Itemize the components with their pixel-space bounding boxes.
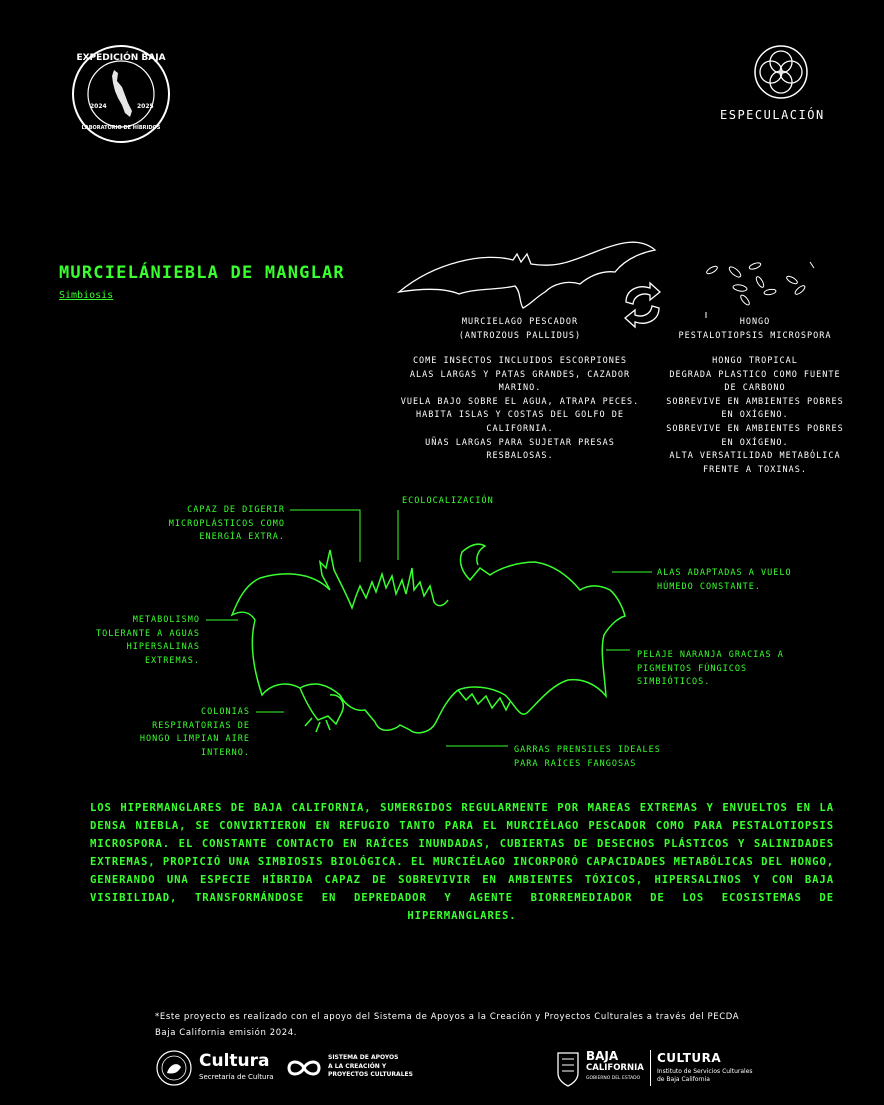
source-b-desc-line: EN OXÍGENO. <box>721 410 789 421</box>
badge-bottom-text: LABORATORIO DE HÍBRIDOS <box>81 125 161 131</box>
source-b-desc-line: SOBREVIVE EN AMBIENTES POBRES <box>666 396 844 407</box>
icbc-line: de Baja California <box>657 1076 710 1083</box>
baja-name: BAJA <box>586 1049 619 1063</box>
annotation-digest <box>120 504 285 545</box>
category-label: ESPECULACIÓN <box>720 108 825 122</box>
logo-divider <box>650 1050 651 1086</box>
annotation-line: SIMBIÓTICOS. <box>637 677 711 688</box>
sacpc-line: SISTEMA DE APOYOS <box>328 1054 399 1061</box>
source-a-desc-line: MARINO. <box>498 383 542 394</box>
source-a-desc-line: ALAS LARGAS Y PATAS GRANDES, CAZADOR <box>409 369 631 380</box>
annotation-wings <box>657 567 792 594</box>
infinity-loop-icon <box>285 1056 323 1080</box>
annotation-line: HIPERSALINAS <box>126 642 200 653</box>
annotation-line: INTERNO. <box>201 747 250 758</box>
annotation-line: CAPAZ DE DIGERIR <box>187 505 285 515</box>
icbc-logo <box>657 1050 797 1088</box>
source-b-desc-line: FRENTE A TOXINAS. <box>703 464 807 475</box>
expedition-badge <box>70 43 172 145</box>
annotation-line: METABOLISMO <box>132 615 200 625</box>
source-a-name-line: (ANTROZOUS PALLIDUS) <box>458 330 582 341</box>
annotation-colonies <box>100 706 250 760</box>
annotation-claws <box>514 744 661 771</box>
source-a-desc-line: RESBALOSAS. <box>486 451 554 462</box>
annotation-line: GARRAS PRENSILES IDEALES <box>514 745 661 755</box>
badge-year-start: 2024 <box>90 103 107 110</box>
annotation-line: HONGO LIMPIAN AIRE <box>139 734 250 745</box>
source-a-desc-line: UÑAS LARGAS PARA SUJETAR PRESAS <box>425 437 615 448</box>
source-b-desc-line: DE CARBONO <box>724 383 786 394</box>
annotation-line: HÚMEDO CONSTANTE. <box>657 581 761 592</box>
annotation-line: COLONIAS <box>201 707 250 717</box>
cultura-sub: Secretaría de Cultura <box>199 1073 274 1081</box>
annotation-line: TOLERANTE A AGUAS <box>96 628 200 639</box>
source-b-name <box>655 316 855 343</box>
source-a-desc-line: COME INSECTOS INCLUIDOS ESCORPIONES <box>412 356 628 366</box>
baja-sub: GOBIERNO DEL ESTADO <box>586 1076 641 1081</box>
source-b-name-line: PESTALOTIOPSIS MICROSPORA <box>678 330 832 341</box>
icbc-line: Instituto de Servicios Culturales <box>657 1068 753 1075</box>
annotation-metabolism <box>60 614 200 668</box>
source-b-desc-line: ALTA VERSATILIDAD METABÓLICA <box>669 451 841 462</box>
annotation-leader-lines <box>206 510 652 746</box>
annotation-line: MICROPLÁSTICOS COMO <box>168 518 285 529</box>
source-a-desc-line: VUELA BAJO SOBRE EL AGUA, ATRAPA PECES. <box>400 396 640 407</box>
funding-footnote: *Este proyecto es realizado con el apoyo del Sistema de Apoyos a la Creación y Proyectos Culturales a través del PECDA Baja California emisión 2024. <box>155 1012 740 1038</box>
fungus-spores-icon <box>700 258 825 320</box>
narrative-paragraph: LOS HIPERMANGLARES DE BAJA CALIFORNIA, SUMERGIDOS REGULARMENTE POR MAREAS EXTREMAS Y ENVUELTOS EN LA DENSA NIEBLA, SE CONVIRTIERON EN REFUGIO TANTO PARA EL MURCIÉLAGO PESCADOR COMO PARA PESTALOTIOPSIS MICROSPORA. EL CONSTANTE CONTACTO EN RAÍCES INUNDADAS, CUBIERTAS DE DESECHOS PLÁSTICOS Y SALINIDADES EXTREMAS, PROPICIÓ UNA SIMBIOSIS BIOLÓGICA. EL MURCIÉLAGO INCORPORÓ CAPACIDADES METABÓLICAS DEL HONGO, GENERANDO UNA ESPECIE HÍBRIDA CAPAZ DE SOBREVIVIR EN AMBIENTES TÓXICOS, HIPERSALINOS Y CON BAJA VISIBILIDAD, TRANSFORMÁNDOSE EN DEPREDADOR Y AGENTE BIORREMEDIADOR DE LOS ECOSISTEMAS DE HIPERMANGLARES. <box>90 802 834 922</box>
annotation-line: ECOLOCALIZACIÓN <box>402 496 494 506</box>
sacpc-line: A LA CREACIÓN Y <box>328 1062 387 1070</box>
cultura-name: Cultura <box>199 1051 270 1071</box>
mexico-seal-icon <box>155 1049 193 1087</box>
icbc-name: CULTURA <box>657 1051 722 1065</box>
state-shield-icon <box>555 1049 581 1087</box>
creature-title: MURCIELÁNIEBLA DE MANGLAR <box>59 263 345 283</box>
source-a-desc-line: HABITA ISLAS Y COSTAS DEL GOLFO DE <box>416 410 624 421</box>
source-b-desc-line: DEGRADA PLASTICO COMO FUENTE <box>669 369 841 380</box>
source-a-desc-line: CALIFORNIA. <box>486 423 554 434</box>
source-b-description <box>650 355 860 477</box>
annotation-echo <box>402 495 494 509</box>
badge-title: EXPEDICIÓN BAJA <box>76 53 166 63</box>
source-b-desc-line: HONGO TROPICAL <box>712 356 798 366</box>
annotation-line: PIGMENTOS FÚNGICOS <box>637 663 748 674</box>
annotation-line: ENERGÍA EXTRA. <box>199 532 285 543</box>
sacpc-line: PROYECTOS CULTURALES <box>328 1071 413 1078</box>
source-b-name-line: HONGO <box>739 317 771 327</box>
sacpc-logo <box>285 1053 445 1083</box>
annotation-line: PARA RAÍCES FANGOSAS <box>514 758 637 769</box>
annotation-line: EXTREMAS. <box>144 655 200 666</box>
source-a-description <box>395 355 645 464</box>
overlapping-circles-icon <box>753 44 809 100</box>
creature-subtitle[interactable]: Simbiosis <box>59 290 114 301</box>
cultura-logo <box>155 1047 275 1089</box>
hybrid-bat-outline <box>232 544 625 733</box>
source-a-name-line: MURCIELAGO PESCADOR <box>461 317 579 327</box>
baja-name2: CALIFORNIA <box>586 1063 644 1073</box>
annotation-line: PELAJE NARANJA GRACIAS A <box>637 650 784 660</box>
source-b-desc-line: SOBREVIVE EN AMBIENTES POBRES <box>666 423 844 434</box>
source-b-desc-line: EN OXÍGENO. <box>721 437 789 448</box>
sacpc-text <box>328 1054 413 1080</box>
source-a-name <box>430 316 610 343</box>
annotation-line: RESPIRATORIAS DE <box>152 720 250 731</box>
speculation-emblem <box>753 44 809 100</box>
annotation-fur <box>637 649 784 690</box>
icbc-sub <box>657 1068 753 1084</box>
annotation-line: ALAS ADAPTADAS A VUELO <box>657 568 792 578</box>
baja-california-logo <box>555 1047 655 1089</box>
badge-year-end: 2025 <box>137 103 154 110</box>
